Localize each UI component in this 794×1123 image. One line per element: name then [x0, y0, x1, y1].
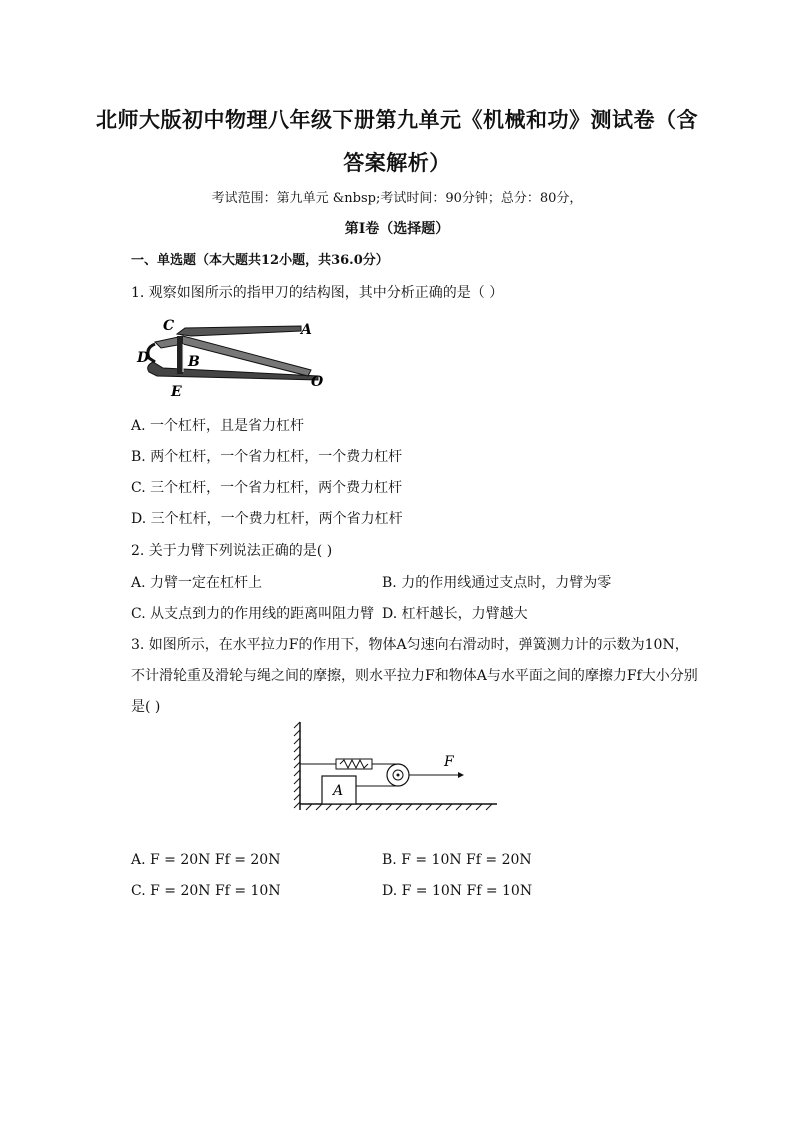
section-heading: 一、单选题（本大题共12小题，共36.0分）: [131, 253, 389, 268]
force-label: F: [444, 754, 454, 770]
question-1-stem: 1. 观察如图所示的指甲刀的结构图，其中分析正确的是（ ）: [131, 285, 504, 301]
label-c: C: [163, 318, 175, 334]
label-e: E: [171, 384, 182, 400]
q1-option-b[interactable]: B. 两个杠杆，一个省力杠杆，一个费力杠杆: [131, 449, 403, 465]
label-o: O: [311, 374, 324, 390]
q3-option-b[interactable]: B. F = 10N Ff = 20N: [382, 852, 532, 868]
q3-option-a[interactable]: A. F = 20N Ff = 20N: [131, 852, 281, 868]
q2-option-b[interactable]: B. 力的作用线通过支点时，力臂为零: [382, 575, 612, 591]
pulley-figure: [292, 720, 502, 820]
q1-option-a[interactable]: A. 一个杠杆，且是省力杠杆: [131, 418, 305, 434]
exam-meta: 考试范围：第九单元 &nbsp;考试时间：90分钟；总分：80分，: [211, 191, 583, 206]
label-b: B: [188, 354, 200, 370]
q3-option-c[interactable]: C. F = 20N Ff = 10N: [131, 883, 281, 899]
ground-hatching: [306, 804, 492, 810]
handle-lever: [177, 326, 301, 336]
document-title-line-2: 答案解析）: [343, 150, 451, 175]
volume-heading: 第I卷（选择题）: [344, 221, 450, 237]
block-a-label: A: [333, 783, 344, 799]
q3-option-d[interactable]: D. F = 10N Ff = 10N: [382, 883, 533, 899]
q2-option-c[interactable]: C. 从支点到力的作用线的距离叫阻力臂: [131, 606, 375, 622]
question-3-stem-line-2: 不计滑轮重及滑轮与绳之间的摩擦，则水平拉力F和物体A与水平面之间的摩擦力Ff大小分别: [131, 668, 698, 684]
pin-rod: [177, 336, 183, 374]
q2-option-a[interactable]: A. 力臂一定在杠杆上: [131, 575, 263, 591]
nail-clipper-figure: [133, 314, 333, 400]
q1-option-c[interactable]: C. 三个杠杆，一个省力杠杆，两个费力杠杆: [131, 480, 403, 496]
label-a: A: [301, 322, 312, 338]
question-3-stem-line-1: 3. 如图所示，在水平拉力F的作用下，物体A匀速向右滑动时，弹簧测力计的示数为10N，: [131, 637, 689, 653]
question-2-stem: 2. 关于力臂下列说法正确的是( ): [131, 543, 333, 559]
q2-option-d[interactable]: D. 杠杆越长，力臂越大: [382, 606, 528, 622]
question-3-stem-line-3: 是( ): [131, 699, 161, 715]
q1-option-d[interactable]: D. 三个杠杆，一个费力杠杆，两个省力杠杆: [131, 511, 403, 527]
document-title-line-1: 北师大版初中物理八年级下册第九单元《机械和功》测试卷（含: [96, 107, 698, 132]
label-d: D: [137, 350, 150, 366]
wall-hatching: [294, 722, 300, 808]
